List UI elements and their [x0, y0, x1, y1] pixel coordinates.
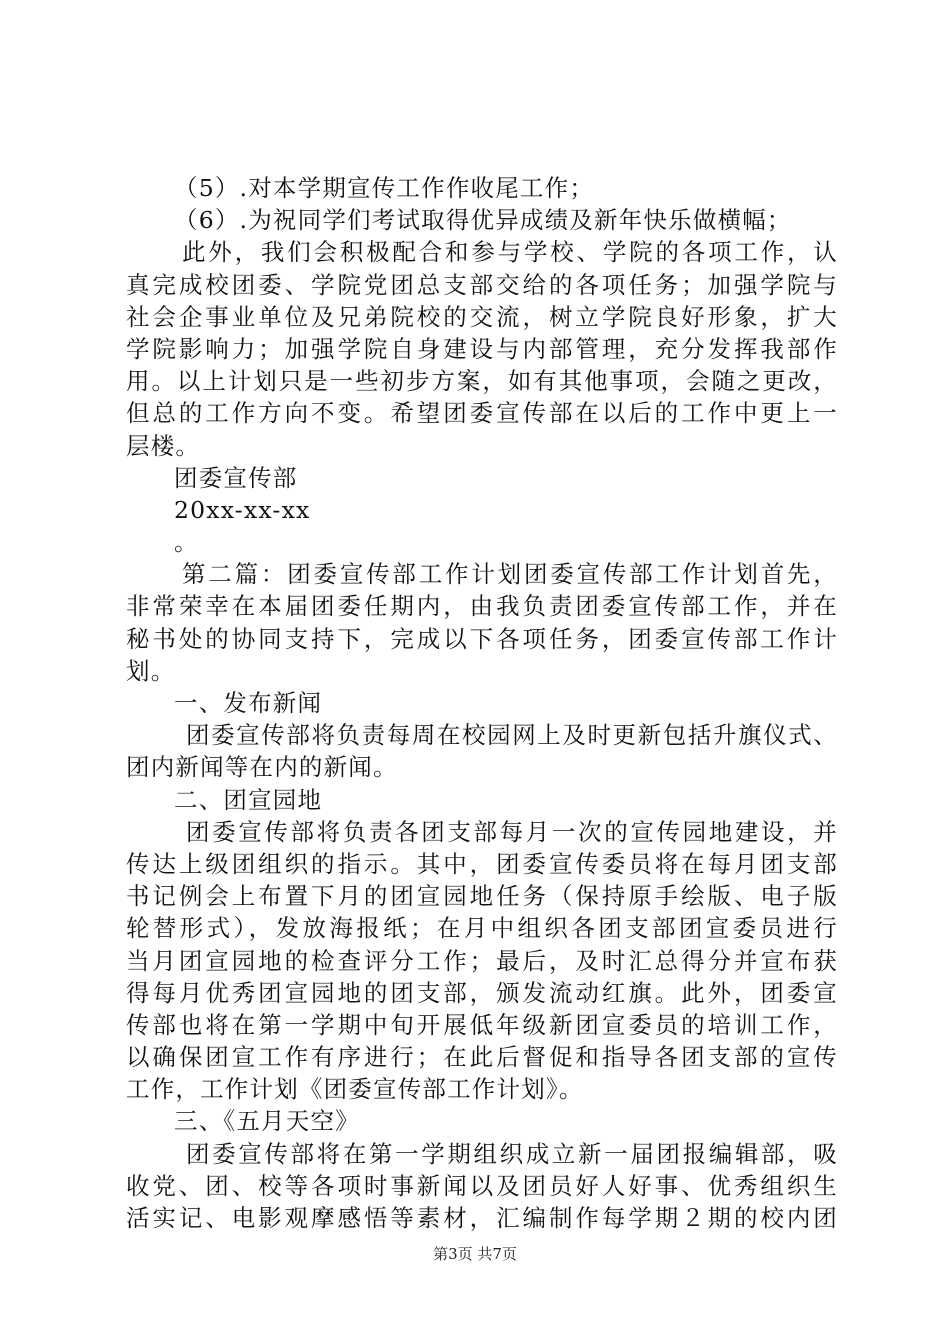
paragraph-line: 团委宣传部将在第一学期组织成立新一届团报编辑部，吸 — [186, 1139, 838, 1168]
paragraph-line: 收党、团、校等各项时事新闻以及团员好人好事、优秀组织生 — [126, 1171, 838, 1200]
list-item: （5）.对本学期宣传工作作收尾工作； — [174, 174, 595, 202]
signature-department: 团委宣传部 — [174, 463, 298, 492]
paragraph-line: 用。以上计划只是一些初步方案，如有其他事项，会随之更改， — [126, 367, 838, 396]
paragraph-line: 社会企事业单位及兄弟院校的交流，树立学院良好形象，扩大 — [126, 302, 838, 331]
list-item: （6）.为祝同学们考试取得优异成绩及新年快乐做横幅； — [174, 206, 792, 235]
paragraph-line: 秘书处的协同支持下，完成以下各项任务，团委宣传部工作计 — [126, 624, 838, 653]
document-body — [126, 172, 838, 1234]
subheading: 一、发布新闻 — [174, 689, 323, 717]
paragraph-line: 当月团宣园地的检查评分工作；最后，及时汇总得分并宣布获 — [126, 946, 838, 975]
paragraph-line: 此外，我们会积极配合和参与学校、学院的各项工作，认 — [182, 238, 838, 267]
subheading: 三、《五月天空》 — [174, 1107, 360, 1136]
paragraph-line: 划。 — [126, 656, 176, 685]
paragraph-line: 团委宣传部将负责每周在校园网上及时更新包括升旗仪式、 — [186, 721, 838, 750]
paragraph-line: 传部也将在第一学期中旬开展低年级新团宣委员的培训工作， — [126, 1010, 838, 1039]
paragraph-line: 活实记、电影观摩感悟等素材，汇编制作每学期２期的校内团 — [126, 1204, 838, 1232]
paragraph-line: 。 — [174, 528, 199, 557]
paragraph-line: 团内新闻等在内的新闻。 — [126, 753, 398, 782]
paragraph-line: 书记例会上布置下月的团宣园地任务（保持原手绘版、电子版 — [126, 882, 838, 911]
paragraph-line: 以确保团宣工作有序进行；在此后督促和指导各团支部的宣传 — [126, 1043, 838, 1072]
page-number-footer: 第3页 共7页 — [433, 1245, 517, 1263]
paragraph-line: 工作，工作计划《团委宣传部工作计划》。 — [126, 1075, 584, 1104]
subheading: 二、团宣园地 — [174, 785, 323, 814]
paragraph-line: 层楼。 — [126, 431, 201, 460]
paragraph-line: 非常荣幸在本届团委任期内，由我负责团委宣传部工作，并在 — [126, 592, 838, 621]
signature-date: 20xx-xx-xx — [174, 495, 311, 524]
section-heading-line: 第二篇：团委宣传部工作计划团委宣传部工作计划首先， — [182, 560, 838, 589]
paragraph-line: 真完成校团委、学院党团总支部交给的各项任务；加强学院与 — [126, 270, 838, 299]
paragraph-line: 轮替形式），发放海报纸；在月中组织各团支部团宣委员进行 — [126, 914, 838, 943]
paragraph-line: 团委宣传部将负责各团支部每月一次的宣传园地建设，并 — [186, 817, 838, 846]
paragraph-line: 得每月优秀团宣园地的团支部，颁发流动红旗。此外，团委宣 — [126, 978, 838, 1007]
paragraph-line: 但总的工作方向不变。希望团委宣传部在以后的工作中更上一 — [126, 399, 838, 428]
paragraph-line: 学院影响力；加强学院自身建设与内部管理，充分发挥我部作 — [126, 334, 838, 363]
paragraph-line: 传达上级团组织的指示。其中，团委宣传委员将在每月团支部 — [126, 849, 838, 878]
